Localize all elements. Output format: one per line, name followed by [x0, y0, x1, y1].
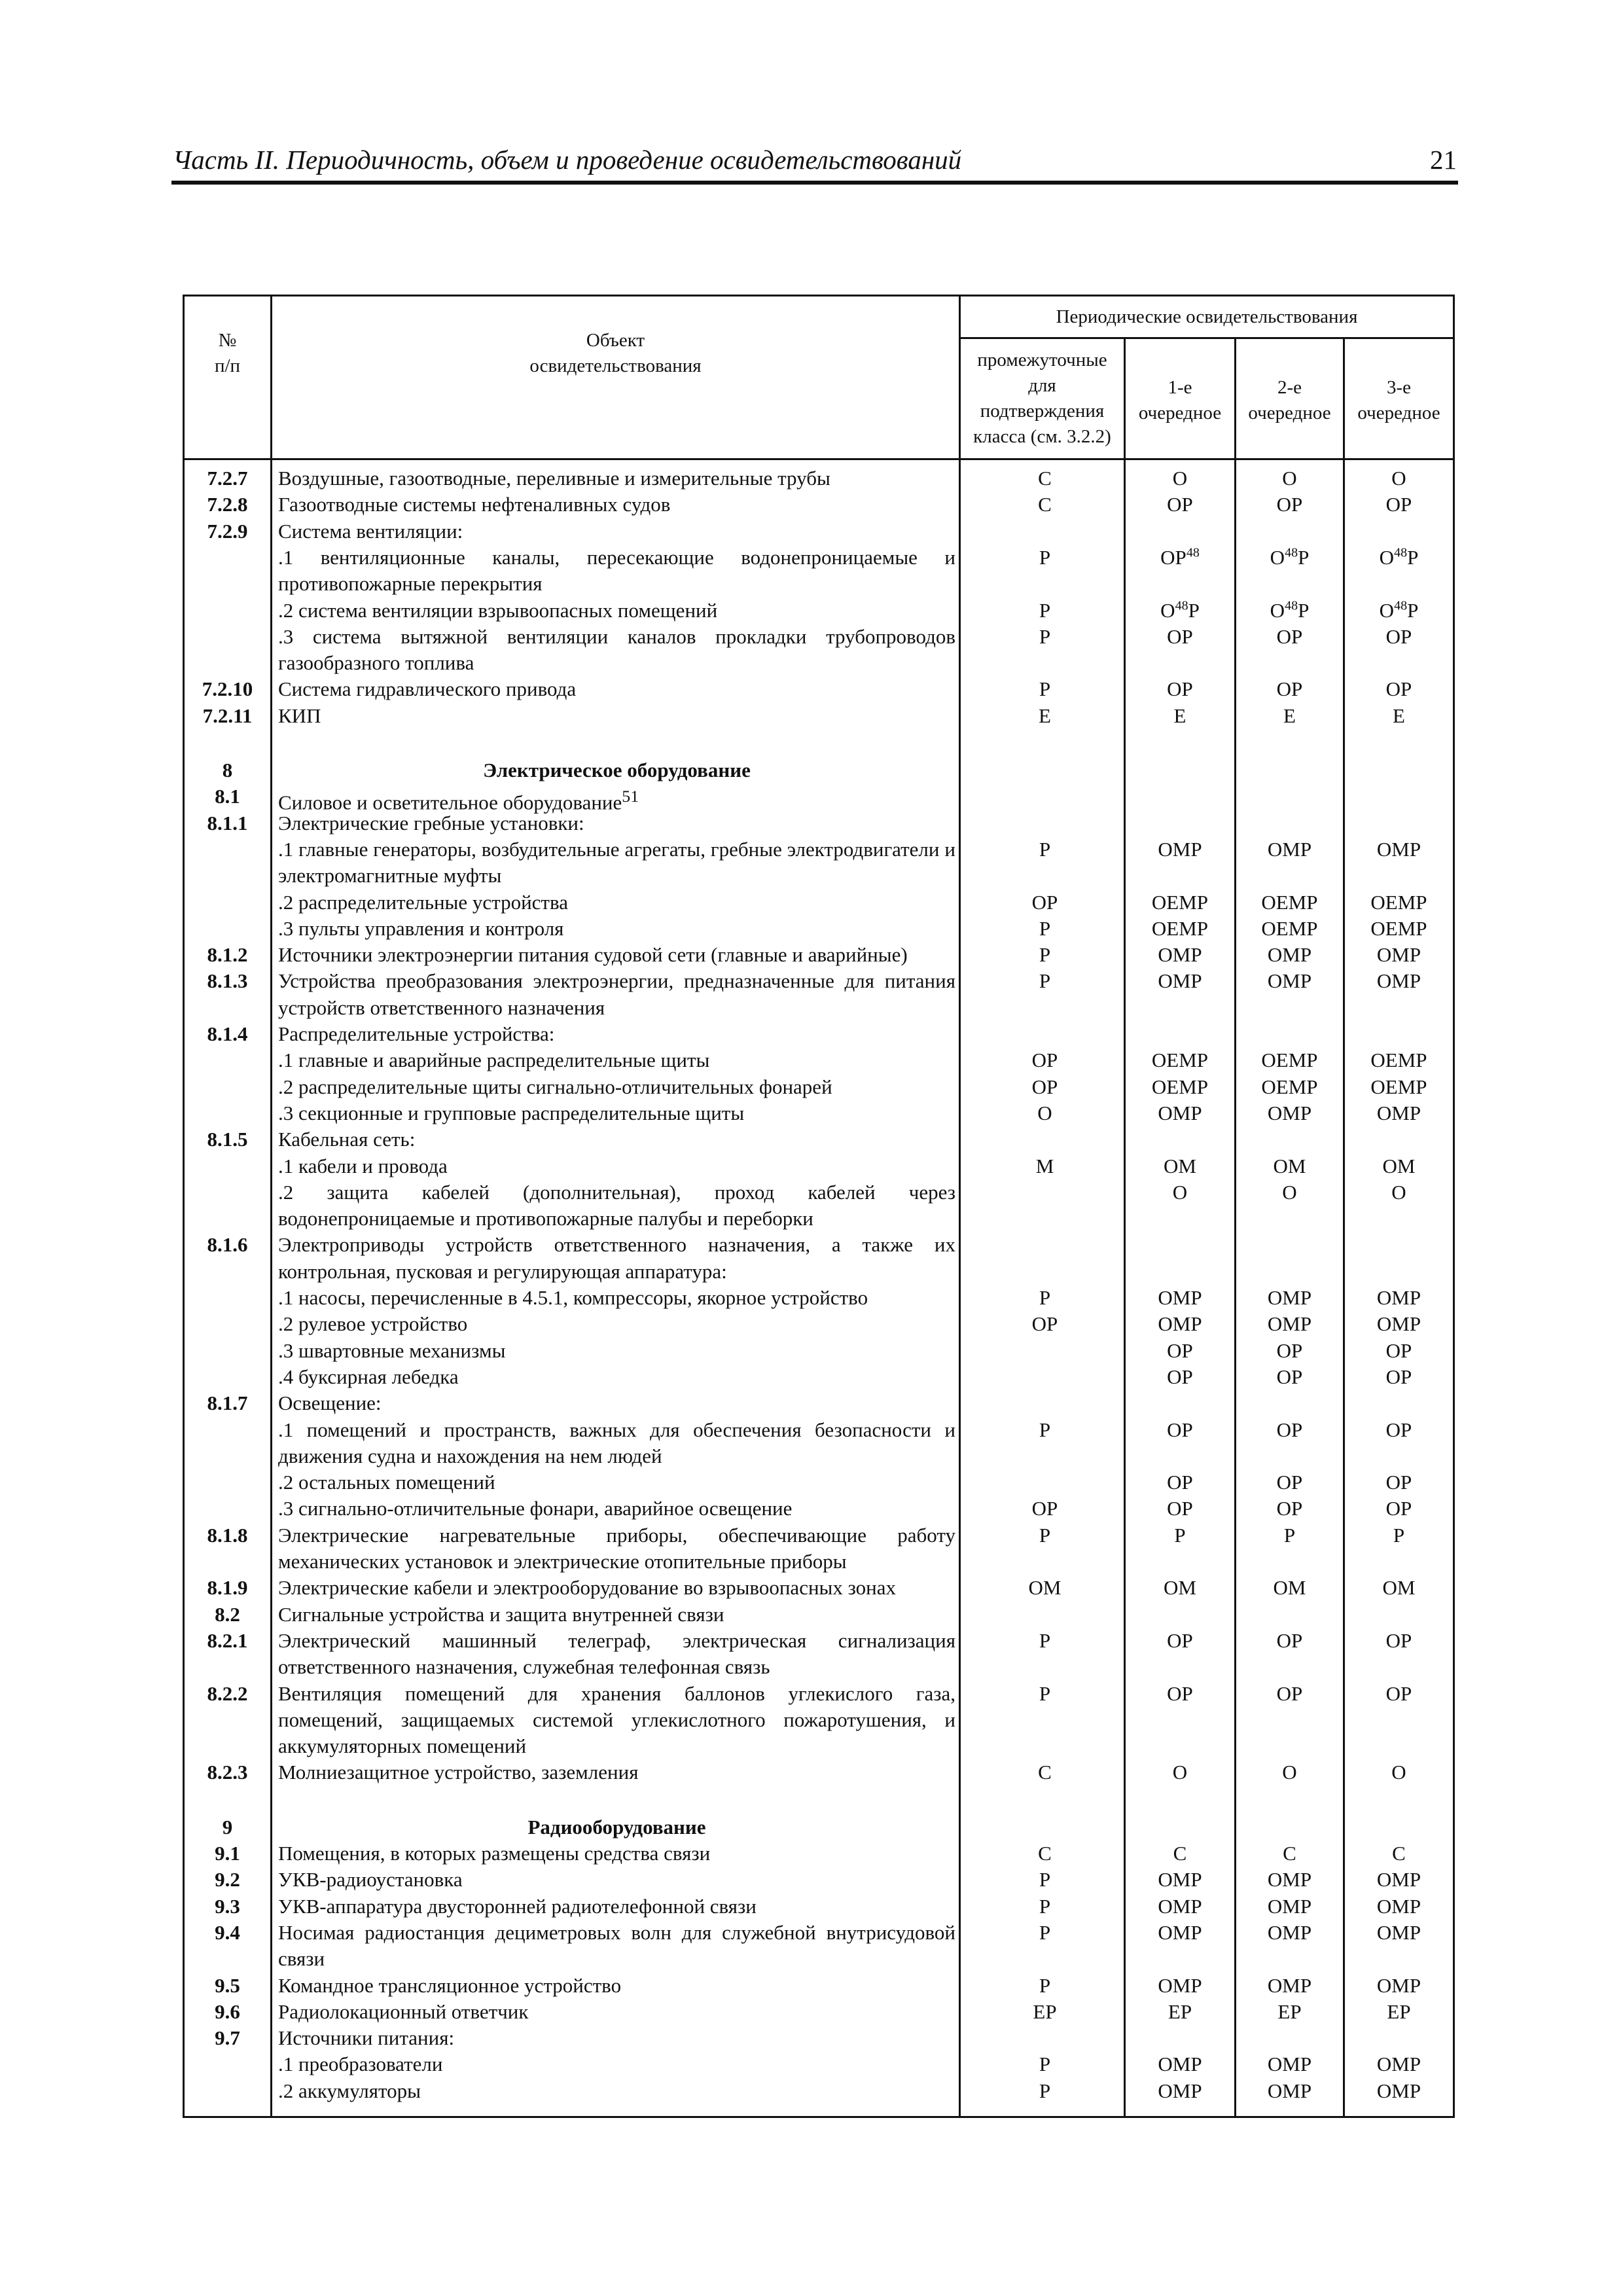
- running-title: Часть II. Периодичность, объем и проведение освидетельствований: [173, 145, 962, 175]
- first-renewal-code: $О^{48}Р$: [1160, 598, 1200, 622]
- first-renewal-code: ОР$^{48}$: [1160, 545, 1200, 569]
- third-renewal-code: ОР: [1385, 1497, 1412, 1520]
- column-divider: [270, 296, 272, 2116]
- first-renewal-code: Е: [1173, 704, 1186, 727]
- second-renewal-code: ОМР: [1267, 2053, 1312, 2076]
- intermediate-code: Р: [1039, 1523, 1051, 1547]
- third-renewal-code: ОР: [1385, 677, 1412, 701]
- section-title: Радиооборудование: [527, 1815, 706, 1839]
- second-renewal-code: О: [1282, 1180, 1297, 1204]
- first-renewal-code: ОМР: [1158, 1920, 1202, 1944]
- third-renewal-code: О: [1391, 1761, 1406, 1784]
- survey-object: .3 швартовные механизмы: [278, 1338, 506, 1362]
- intermediate-code: Р: [1039, 677, 1051, 701]
- item-number: 9.5: [215, 1973, 240, 1997]
- intermediate-code: С: [1038, 1842, 1052, 1865]
- survey-object: Электрические нагревательные приборы, обеспечивающие работу механических установок и электрические отопительные приборы: [278, 1523, 955, 1573]
- first-renewal-code: ОЕМР: [1151, 916, 1209, 940]
- item-number: 9.2: [215, 1868, 240, 1892]
- item-number: 8.1.9: [207, 1576, 248, 1600]
- third-renewal-code: Е: [1393, 704, 1405, 727]
- item-number: 8.1: [215, 785, 240, 808]
- second-renewal-code: ОР: [1276, 1497, 1303, 1520]
- survey-object: Молниезащитное устройство, заземления: [278, 1761, 639, 1784]
- second-renewal-code: ОМР: [1267, 837, 1312, 861]
- survey-object: .1 главные генераторы, возбудительные агрегаты, гребные электродвигатели и электромагнитные муфты: [278, 837, 955, 888]
- survey-object: Силовое и осветительное оборудование$^{51}$: [278, 787, 639, 814]
- third-renewal-code: ОМР: [1376, 1973, 1421, 1997]
- running-header: [171, 143, 1458, 185]
- intermediate-code: Р: [1039, 837, 1051, 861]
- survey-object: Электрический машинный телеграф, электрическая сигнализация ответственного назначения, служебная телефонная связь: [278, 1628, 955, 1679]
- survey-object: Источники электроэнергии питания судовой сети (главные и аварийные): [278, 943, 908, 967]
- first-renewal-code: ОР: [1167, 1338, 1193, 1362]
- third-renewal-code: ОМР: [1376, 943, 1421, 967]
- intermediate-code: Р: [1039, 624, 1051, 648]
- header-second-renewal: 2-е очередное: [1248, 377, 1331, 423]
- third-renewal-code: ОМР: [1376, 1286, 1421, 1309]
- survey-object: УКВ-радиоустановка: [278, 1868, 463, 1892]
- second-renewal-code: ОМР: [1267, 1973, 1312, 1997]
- intermediate-code: Р: [1039, 1920, 1051, 1944]
- page-number: 21: [1430, 145, 1457, 175]
- second-renewal-code: ОМР: [1267, 1312, 1312, 1336]
- survey-object: КИП: [278, 704, 321, 727]
- header-periodic-surveys: Периодические освидетельствования: [1056, 306, 1358, 327]
- second-renewal-code: ОЕМР: [1261, 1049, 1318, 1072]
- second-renewal-code: ОР: [1276, 1471, 1303, 1494]
- item-number: 7.2.7: [207, 467, 248, 490]
- first-renewal-code: ОМР: [1158, 1101, 1202, 1124]
- survey-object: Электрические кабели и электрооборудование во взрывоопасных зонах: [278, 1576, 897, 1600]
- item-number: 9.1: [215, 1842, 240, 1865]
- survey-object: Помещения, в которых размещены средства связи: [278, 1842, 711, 1865]
- second-renewal-code: ОМР: [1267, 1894, 1312, 1918]
- item-number: 9.6: [215, 2000, 240, 2023]
- second-renewal-code: О: [1282, 1761, 1297, 1784]
- survey-object: Электроприводы устройств ответственного назначения, а также их контрольная, пусковая и регулирующая аппаратура:: [278, 1233, 955, 1283]
- item-number: 9.4: [215, 1920, 240, 1944]
- intermediate-code: С: [1038, 493, 1052, 516]
- first-renewal-code: ОМР: [1158, 969, 1202, 993]
- second-renewal-code: ОР: [1276, 493, 1303, 516]
- intermediate-code: Р: [1039, 1681, 1051, 1705]
- first-renewal-code: ОЕМР: [1151, 1049, 1209, 1072]
- first-renewal-code: ОЕМР: [1151, 1075, 1209, 1098]
- second-renewal-code: ОР: [1276, 1338, 1303, 1362]
- intermediate-code: Р: [1039, 1628, 1051, 1652]
- third-renewal-code: ОМР: [1376, 2053, 1421, 2076]
- item-number: 8.2: [215, 1602, 240, 1626]
- intermediate-code: Р: [1039, 1868, 1051, 1892]
- second-renewal-code: ОМ: [1273, 1576, 1306, 1600]
- third-renewal-code: ОР: [1385, 1628, 1412, 1652]
- survey-object: .3 пульты управления и контроля: [278, 916, 564, 940]
- survey-object: .2 остальных помещений: [278, 1471, 495, 1494]
- item-number: 8.2.3: [207, 1761, 248, 1784]
- second-renewal-code: Е: [1283, 704, 1296, 727]
- survey-object: Носимая радиостанция дециметровых волн для служебной внутрисудовой связи: [278, 1920, 955, 1971]
- intermediate-code: Р: [1039, 1286, 1051, 1309]
- survey-object: Источники питания:: [278, 2026, 455, 2050]
- intermediate-code: Р: [1039, 1418, 1051, 1441]
- second-renewal-code: ОМ: [1273, 1154, 1306, 1177]
- third-renewal-code: ОР: [1385, 1365, 1412, 1388]
- third-renewal-code: О: [1391, 1180, 1406, 1204]
- survey-object: .2 распределительные устройства: [278, 890, 568, 914]
- intermediate-code: Р: [1039, 545, 1051, 569]
- item-number: 7.2.11: [202, 704, 253, 727]
- header-number: № п/п: [214, 330, 241, 376]
- third-renewal-code: С: [1392, 1842, 1406, 1865]
- survey-object: .3 сигнально-отличительные фонари, аварийное освещение: [278, 1497, 793, 1520]
- item-number: 8.1.1: [207, 811, 248, 834]
- intermediate-code: ЕР: [1033, 2000, 1057, 2023]
- intermediate-code: М: [1035, 1154, 1054, 1177]
- second-renewal-code: $О^{48}Р$: [1270, 545, 1310, 569]
- first-renewal-code: ОМР: [1158, 2053, 1202, 2076]
- survey-object: .2 распределительные щиты сигнально-отличительных фонарей: [278, 1075, 832, 1098]
- third-renewal-code: ОМР: [1376, 1312, 1421, 1336]
- first-renewal-code: ОМР: [1158, 1973, 1202, 1997]
- intermediate-code: Е: [1039, 704, 1051, 727]
- survey-object: .3 система вытяжной вентиляции каналов прокладки трубопроводов газообразного топлива: [278, 624, 955, 675]
- intermediate-code: Р: [1039, 1973, 1051, 1997]
- survey-object: Освещение:: [278, 1391, 382, 1415]
- third-renewal-code: ОМР: [1376, 1920, 1421, 1944]
- first-renewal-code: ОЕМР: [1151, 890, 1209, 914]
- second-renewal-code: ОЕМР: [1261, 916, 1318, 940]
- intermediate-code: Р: [1039, 2053, 1051, 2076]
- first-renewal-code: ОМР: [1158, 2079, 1202, 2102]
- survey-object: .1 главные и аварийные распределительные щиты: [278, 1049, 710, 1072]
- survey-object: Командное трансляционное устройство: [278, 1973, 622, 1997]
- first-renewal-code: О: [1172, 1761, 1188, 1784]
- item-number: 8.1.3: [207, 969, 248, 993]
- third-renewal-code: ОМР: [1376, 837, 1421, 861]
- item-number: 8: [222, 759, 233, 781]
- third-renewal-code: ОЕМР: [1370, 1075, 1427, 1098]
- second-renewal-code: Р: [1283, 1523, 1296, 1547]
- intermediate-code: С: [1038, 467, 1052, 490]
- survey-object: .2 рулевое устройство: [278, 1312, 468, 1336]
- header-object: Объект освидетельствования: [529, 330, 702, 376]
- column-divider: [959, 296, 961, 2116]
- survey-object: Система гидравлического привода: [278, 677, 577, 701]
- second-renewal-code: О: [1282, 467, 1297, 490]
- third-renewal-code: ОР: [1385, 1418, 1412, 1441]
- first-renewal-code: О: [1172, 1180, 1188, 1204]
- third-renewal-code: ОЕМР: [1370, 890, 1427, 914]
- intermediate-code: ОР: [1031, 1075, 1058, 1098]
- item-number: 9.7: [215, 2026, 240, 2050]
- third-renewal-code: ОМР: [1376, 1868, 1421, 1892]
- third-renewal-code: ОМР: [1376, 1101, 1421, 1124]
- second-renewal-code: ОЕМР: [1261, 1075, 1318, 1098]
- second-renewal-code: $О^{48}Р$: [1270, 598, 1310, 622]
- second-renewal-code: ОР: [1276, 1681, 1303, 1705]
- second-renewal-code: ОМР: [1267, 1920, 1312, 1944]
- survey-object: Газоотводные системы нефтеналивных судов: [278, 493, 671, 516]
- first-renewal-code: ОМР: [1158, 1286, 1202, 1309]
- third-renewal-code: ОМР: [1376, 1894, 1421, 1918]
- survey-object: Устройства преобразования электроэнергии, предназначенные для питания устройств ответственного назначения: [278, 969, 955, 1019]
- intermediate-code: Р: [1039, 598, 1051, 622]
- survey-object: Электрические гребные установки:: [278, 811, 584, 834]
- item-number: 8.1.4: [207, 1022, 248, 1045]
- first-renewal-code: Р: [1174, 1523, 1186, 1547]
- first-renewal-code: О: [1172, 467, 1188, 490]
- survey-object: Воздушные, газоотводные, переливные и измерительные трубы: [278, 467, 830, 490]
- third-renewal-code: Р: [1393, 1523, 1405, 1547]
- header-third-renewal: 3-е очередное: [1357, 377, 1440, 423]
- second-renewal-code: ОР: [1276, 677, 1303, 701]
- second-renewal-code: ОМР: [1267, 1868, 1312, 1892]
- third-renewal-code: ЕР: [1387, 2000, 1411, 2023]
- second-renewal-code: ОР: [1276, 1365, 1303, 1388]
- second-renewal-code: ЕР: [1277, 2000, 1302, 2023]
- item-number: 7.2.9: [207, 519, 248, 543]
- third-renewal-code: ОР: [1385, 1681, 1412, 1705]
- intermediate-code: Р: [1039, 943, 1051, 967]
- item-number: 9.3: [215, 1894, 240, 1918]
- first-renewal-code: ОР: [1167, 1418, 1193, 1441]
- first-renewal-code: ОМР: [1158, 1894, 1202, 1918]
- intermediate-code: ОР: [1031, 890, 1058, 914]
- survey-object: .4 буксирная лебедка: [278, 1365, 459, 1388]
- first-renewal-code: ОР: [1167, 493, 1193, 516]
- survey-object: .1 вентиляционные каналы, пересекающие водонепроницаемые и противопожарные перекрытия: [278, 545, 955, 596]
- second-renewal-code: ОР: [1276, 624, 1303, 648]
- survey-object: УКВ-аппаратура двусторонней радиотелефонной связи: [278, 1894, 757, 1918]
- second-renewal-code: ОМР: [1267, 1286, 1312, 1309]
- third-renewal-code: $О^{48}Р$: [1379, 598, 1419, 622]
- third-renewal-code: О: [1391, 467, 1406, 490]
- intermediate-code: ОР: [1031, 1312, 1058, 1336]
- survey-object: Кабельная сеть:: [278, 1128, 416, 1151]
- item-number: 8.1.2: [207, 943, 248, 967]
- header-intermediate: промежуточные для подтверждения класса (см. 3.2.2): [973, 350, 1111, 447]
- survey-object: .1 насосы, перечисленные в 4.5.1, компрессоры, якорное устройство: [278, 1286, 868, 1309]
- first-renewal-code: ОМ: [1164, 1576, 1196, 1600]
- first-renewal-code: ОР: [1167, 1497, 1193, 1520]
- survey-object: .1 кабели и провода: [278, 1154, 448, 1177]
- survey-object: Вентиляция помещений для хранения баллонов углекислого газа, помещений, защищаемых системой углекислотного пожаротушения, и аккумуляторных помещений: [278, 1681, 955, 1758]
- third-renewal-code: ОР: [1385, 493, 1412, 516]
- third-renewal-code: ОР: [1385, 1338, 1412, 1362]
- section-title: Электрическое оборудование: [483, 759, 751, 781]
- item-number: 7.2.10: [202, 677, 253, 701]
- intermediate-code: ОМ: [1028, 1576, 1061, 1600]
- first-renewal-code: ОМР: [1158, 837, 1202, 861]
- survey-object: Система вентиляции:: [278, 519, 463, 543]
- survey-table: [183, 295, 1455, 2118]
- third-renewal-code: ОР: [1385, 1471, 1412, 1494]
- item-number: 7.2.8: [207, 493, 248, 516]
- item-number: 8.1.6: [207, 1233, 248, 1257]
- second-renewal-code: ОМР: [1267, 1101, 1312, 1124]
- first-renewal-code: ОМР: [1158, 943, 1202, 967]
- third-renewal-code: ОЕМР: [1370, 916, 1427, 940]
- second-renewal-code: ОМР: [1267, 943, 1312, 967]
- third-renewal-code: ОМ: [1382, 1576, 1416, 1600]
- item-number: 8.2.2: [207, 1681, 248, 1705]
- first-renewal-code: ОР: [1167, 624, 1193, 648]
- first-renewal-code: С: [1173, 1842, 1187, 1865]
- intermediate-code: Р: [1039, 1894, 1051, 1918]
- intermediate-code: С: [1038, 1761, 1052, 1784]
- intermediate-code: Р: [1039, 916, 1051, 940]
- third-renewal-code: $О^{48}Р$: [1379, 545, 1419, 569]
- first-renewal-code: ОР: [1167, 1365, 1193, 1388]
- header-first-renewal: 1-е очередное: [1138, 377, 1222, 423]
- first-renewal-code: ЕР: [1168, 2000, 1192, 2023]
- first-renewal-code: ОМР: [1158, 1868, 1202, 1892]
- item-number: 8.1.8: [207, 1523, 248, 1547]
- intermediate-code: ОР: [1031, 1049, 1058, 1072]
- third-renewal-code: ОЕМР: [1370, 1049, 1427, 1072]
- third-renewal-code: ОР: [1385, 624, 1412, 648]
- first-renewal-code: ОР: [1167, 1628, 1193, 1652]
- survey-object: .3 секционные и групповые распределительные щиты: [278, 1101, 745, 1124]
- item-number: 8.1.7: [207, 1391, 248, 1415]
- header-bottom-rule: [185, 458, 1453, 460]
- first-renewal-code: ОР: [1167, 1471, 1193, 1494]
- header-divider: [959, 337, 1453, 339]
- second-renewal-code: ОМР: [1267, 969, 1312, 993]
- item-number: 9: [222, 1815, 233, 1839]
- second-renewal-code: С: [1283, 1842, 1296, 1865]
- intermediate-code: ОР: [1031, 1497, 1058, 1520]
- second-renewal-code: ОР: [1276, 1418, 1303, 1441]
- first-renewal-code: ОР: [1167, 1681, 1193, 1705]
- item-number: 8.2.1: [207, 1628, 248, 1652]
- intermediate-code: О: [1037, 1101, 1052, 1124]
- third-renewal-code: ОМР: [1376, 2079, 1421, 2102]
- survey-object: .2 система вентиляции взрывоопасных помещений: [278, 598, 718, 622]
- third-renewal-code: ОМР: [1376, 969, 1421, 993]
- survey-object: .2 защита кабелей (дополнительная), проход кабелей через водонепроницаемые и противопожарные палубы и переборки: [278, 1180, 955, 1230]
- intermediate-code: Р: [1039, 969, 1051, 993]
- first-renewal-code: ОМР: [1158, 1312, 1202, 1336]
- second-renewal-code: ОР: [1276, 1628, 1303, 1652]
- item-number: 8.1.5: [207, 1128, 248, 1151]
- survey-object: Сигнальные устройства и защита внутренней связи: [278, 1602, 724, 1626]
- survey-object: Радиолокационный ответчик: [278, 2000, 529, 2023]
- second-renewal-code: ОМР: [1267, 2079, 1312, 2102]
- survey-object: .2 аккумуляторы: [278, 2079, 421, 2102]
- survey-object: .1 преобразователи: [278, 2053, 443, 2076]
- survey-object: Распределительные устройства:: [278, 1022, 555, 1045]
- intermediate-code: Р: [1039, 2079, 1051, 2102]
- third-renewal-code: ОМ: [1382, 1154, 1416, 1177]
- survey-object: .1 помещений и пространств, важных для обеспечения безопасности и движения судна и нахождения на нем людей: [278, 1418, 955, 1467]
- second-renewal-code: ОЕМР: [1261, 890, 1318, 914]
- first-renewal-code: ОР: [1167, 677, 1193, 701]
- first-renewal-code: ОМ: [1164, 1154, 1196, 1177]
